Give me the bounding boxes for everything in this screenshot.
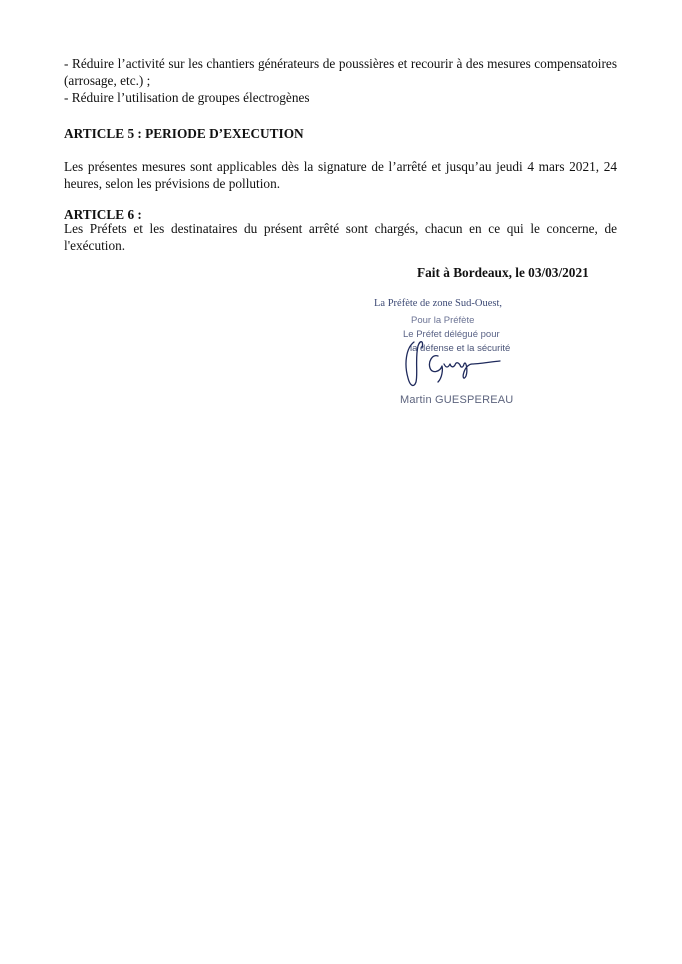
place-and-date: Fait à Bordeaux, le 03/03/2021 [417, 265, 589, 280]
article-6-body: Les Préfets et les destinataires du présent arrêté sont chargés, chacun en ce qui le concerne, de l'exécution. [64, 221, 617, 253]
article-5-body: Les présentes mesures sont applicables dès la signature de l’arrêté et jusqu’au jeudi 4 mars 2021, 24 heures, selon les prévisions de pollution. [64, 159, 617, 191]
stamp-title: La Préfète de zone Sud-Ouest, [374, 298, 502, 309]
handwritten-signature [400, 334, 510, 392]
signatory-name: Martin GUESPEREAU [400, 394, 514, 406]
stamp-delegation: Pour la Préfète [411, 315, 475, 326]
measures-list [64, 55, 617, 106]
article-6-heading: ARTICLE 6 : [64, 207, 142, 222]
article-5-heading: ARTICLE 5 : PERIODE D’EXECUTION [64, 126, 304, 141]
signature-stamp [372, 298, 552, 418]
stamp-role: Le Préfet délégué pour [403, 329, 500, 340]
stamp-role-detail: la défense et la sécurité [410, 343, 511, 354]
measure-item-generators: - Réduire l’utilisation de groupes électrogènes [64, 90, 310, 105]
measure-item-dust: - Réduire l’activité sur les chantiers générateurs de poussières et recourir à des mesures compensatoires (arrosage, etc.) ; [64, 56, 617, 88]
